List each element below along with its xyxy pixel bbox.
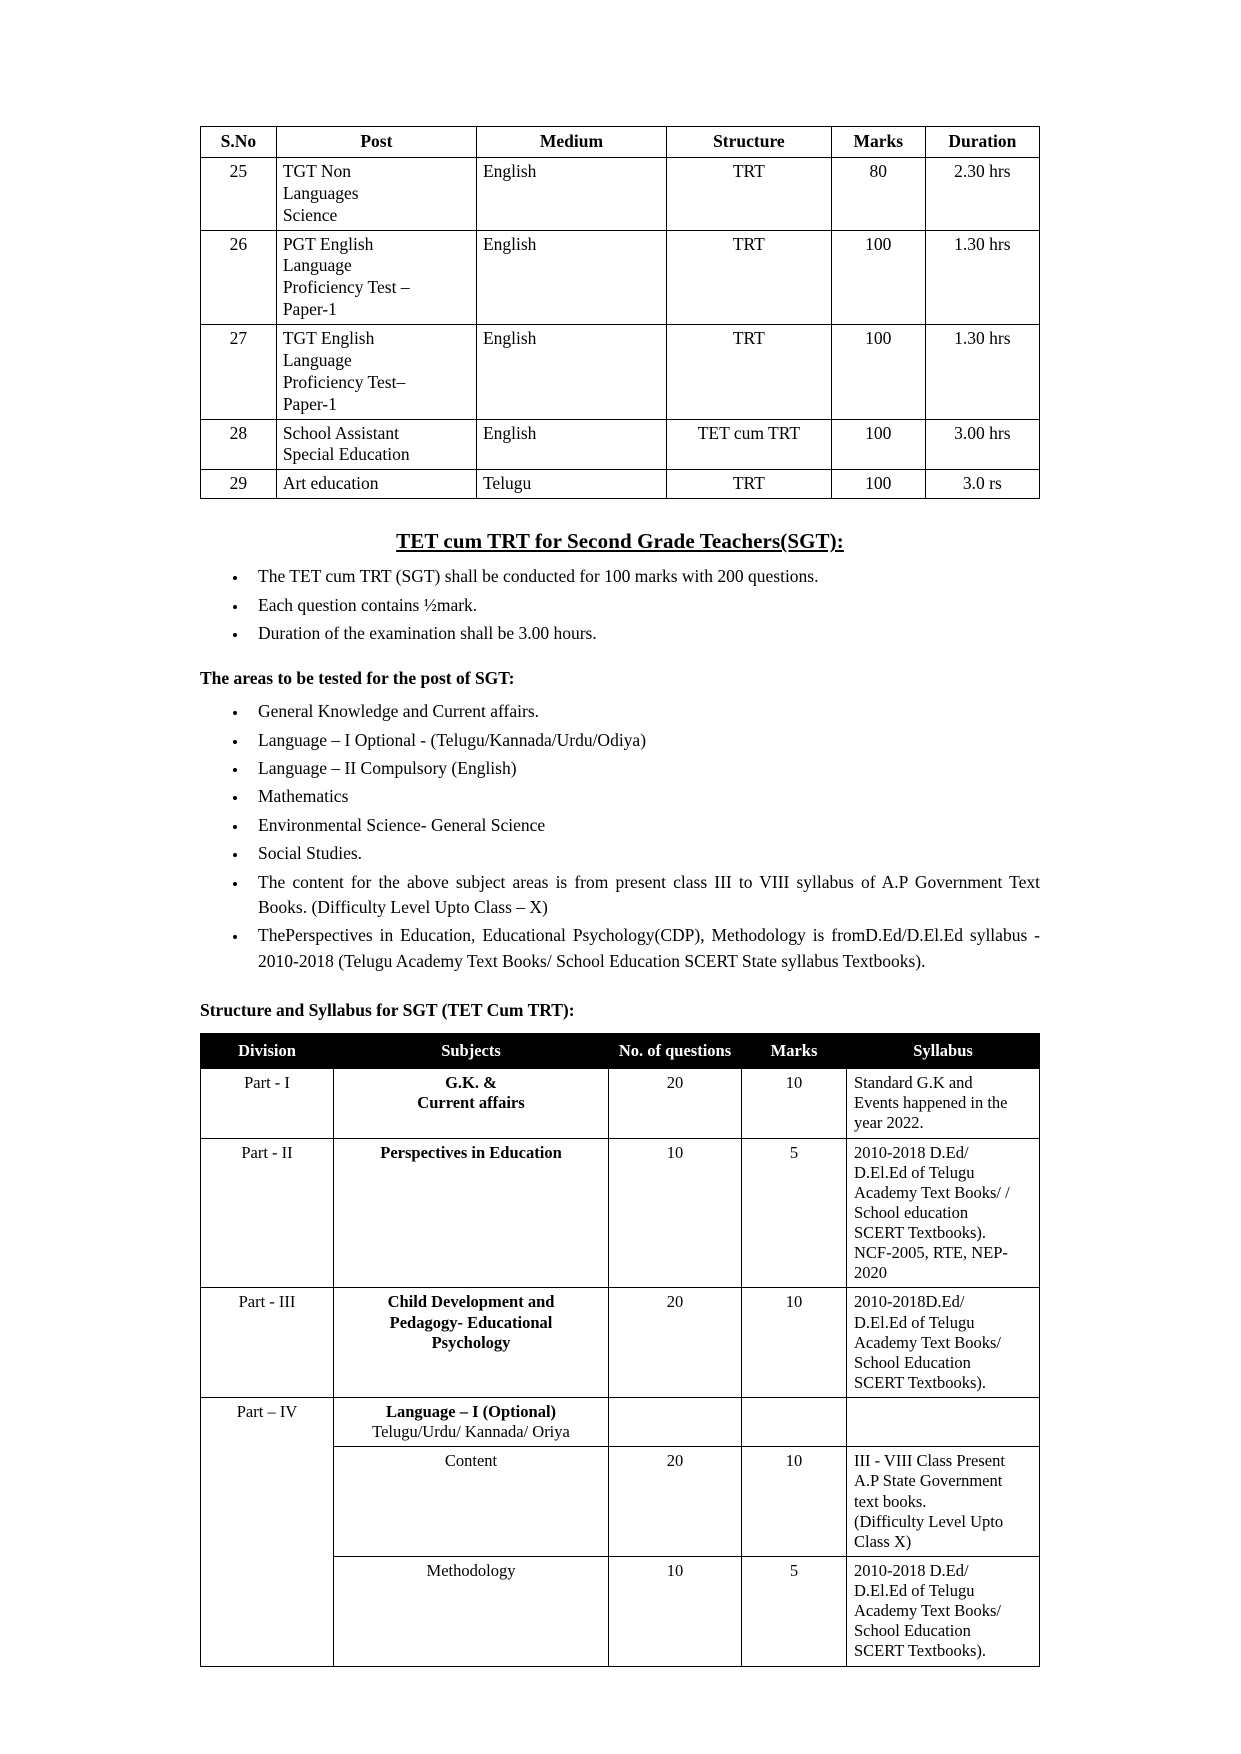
col-marks: Marks xyxy=(742,1034,847,1069)
syllabus-table-body xyxy=(201,1069,1040,1666)
cell-sno: 25 xyxy=(201,157,277,230)
cell-syllabus xyxy=(847,1398,1040,1447)
table-header-row xyxy=(201,127,1040,158)
cell-structure: TET cum TRT xyxy=(666,419,831,470)
cell-duration: 2.30 hrs xyxy=(925,157,1039,230)
cell-sno: 28 xyxy=(201,419,277,470)
cell-structure: TRT xyxy=(666,325,831,420)
cell-subject xyxy=(334,1398,609,1447)
cell-sno: 29 xyxy=(201,470,277,499)
cell-marks: 100 xyxy=(831,419,925,470)
table-row xyxy=(201,1398,1040,1447)
table-header-row xyxy=(201,1034,1040,1069)
post-line: Paper-1 xyxy=(282,393,337,414)
cell-post xyxy=(276,419,476,470)
areas-heading: The areas to be tested for the post of SGT: xyxy=(200,668,515,689)
cell-questions: 20 xyxy=(609,1288,742,1398)
post-line: Proficiency Test– xyxy=(282,371,406,392)
syllabus-line: SCERT Textbooks). xyxy=(854,1223,987,1242)
cell-questions xyxy=(609,1398,742,1447)
syllabus-line: Academy Text Books/ xyxy=(854,1332,1002,1352)
cell-marks: 5 xyxy=(742,1556,847,1666)
syllabus-line: text books. xyxy=(854,1491,927,1511)
table-row xyxy=(201,325,1040,420)
post-line: Language xyxy=(282,349,352,370)
cell-marks: 10 xyxy=(742,1447,847,1557)
col-medium: Medium xyxy=(476,127,666,158)
post-line: School Assistant xyxy=(282,422,400,443)
subject-subline: Telugu/Urdu/ Kannada/ Oriya xyxy=(372,1422,570,1442)
cell-medium: English xyxy=(476,325,666,420)
col-structure: Structure xyxy=(666,127,831,158)
post-line: Languages xyxy=(282,182,359,203)
syllabus-line: Class X) xyxy=(854,1531,912,1551)
cell-medium: English xyxy=(476,419,666,470)
cell-medium: Telugu xyxy=(476,470,666,499)
page-title: TET cum TRT for Second Grade Teachers(SGT): xyxy=(396,529,844,554)
subject-line: Language – I (Optional) xyxy=(385,1402,557,1421)
list-item: • General Knowledge and Current affairs. xyxy=(248,699,1040,724)
list-item: • The content for the above subject areas is from present class III to VIII syllabus of A.P Government Text Books. (Difficulty Level Upto Class – X) xyxy=(248,870,1040,921)
syllabus-line: 2010-2018 D.Ed/ xyxy=(854,1560,969,1580)
post-line: Paper-1 xyxy=(282,299,337,320)
cell-duration: 3.0 rs xyxy=(925,470,1039,499)
col-subjects: Subjects xyxy=(334,1034,609,1069)
syllabus-line: Events happened in the xyxy=(854,1093,1008,1113)
cell-subject xyxy=(334,1288,609,1398)
post-line: PGT English xyxy=(282,233,374,254)
syllabus-line: NCF-2005, RTE, NEP- xyxy=(854,1243,1008,1263)
subject-line: Methodology xyxy=(426,1560,516,1580)
subject-line: Child Development and xyxy=(387,1292,555,1312)
cell-subject xyxy=(334,1556,609,1666)
syllabus-line: Academy Text Books/ / xyxy=(854,1182,1010,1202)
cell-medium: English xyxy=(476,230,666,325)
syllabus-line: School Education xyxy=(854,1621,971,1641)
syllabus-line: III - VIII Class Present xyxy=(854,1451,1005,1471)
cell-medium: English xyxy=(476,157,666,230)
post-structure-table xyxy=(200,126,1040,499)
list-item: • Social Studies. xyxy=(248,841,1040,866)
cell-subject xyxy=(334,1069,609,1138)
post-table-header xyxy=(201,127,1040,158)
syllabus-line: D.El.Ed of Telugu xyxy=(854,1162,975,1182)
cell-post xyxy=(276,230,476,325)
list-item: • Duration of the examination shall be 3.00 hours. xyxy=(248,621,1040,646)
syllabus-structure-table xyxy=(200,1033,1040,1667)
col-marks: Marks xyxy=(831,127,925,158)
cell-syllabus xyxy=(847,1447,1040,1557)
cell-marks: 80 xyxy=(831,157,925,230)
col-duration: Duration xyxy=(925,127,1039,158)
cell-syllabus xyxy=(847,1288,1040,1398)
syllabus-line: 2010-2018D.Ed/ xyxy=(854,1292,965,1312)
cell-marks: 100 xyxy=(831,325,925,420)
subject-line: G.K. & xyxy=(445,1073,497,1093)
col-division: Division xyxy=(201,1034,334,1069)
cell-structure: TRT xyxy=(666,470,831,499)
cell-marks: 10 xyxy=(742,1288,847,1398)
subject-line: Current affairs xyxy=(417,1093,525,1113)
intro-bullet-list xyxy=(200,564,1040,646)
post-line: Proficiency Test – xyxy=(282,277,410,298)
syllabus-line: year 2022. xyxy=(854,1113,924,1133)
page-content xyxy=(200,126,1040,1667)
syllabus-line: SCERT Textbooks). xyxy=(854,1372,987,1392)
table-row xyxy=(201,230,1040,325)
syllabus-line: School Education xyxy=(854,1352,971,1372)
cell-syllabus xyxy=(847,1069,1040,1138)
post-table-body xyxy=(201,157,1040,498)
cell-marks: 10 xyxy=(742,1069,847,1138)
post-line: Science xyxy=(282,204,338,225)
cell-marks: 100 xyxy=(831,230,925,325)
table-row xyxy=(201,157,1040,230)
subject-line: Content xyxy=(444,1451,498,1471)
areas-bullet-list xyxy=(200,699,1040,974)
cell-division: Part - II xyxy=(201,1138,334,1288)
list-item: • Language – II Compulsory (English) xyxy=(248,756,1040,781)
syllabus-line: A.P State Government xyxy=(854,1471,1003,1491)
table-row xyxy=(201,470,1040,499)
table-row xyxy=(201,419,1040,470)
syllabus-line: 2020 xyxy=(854,1263,887,1283)
cell-sno: 27 xyxy=(201,325,277,420)
cell-questions: 10 xyxy=(609,1556,742,1666)
cell-post: Art education xyxy=(276,470,476,499)
list-item: • Each question contains ½mark. xyxy=(248,593,1040,618)
cell-syllabus xyxy=(847,1138,1040,1288)
cell-subject xyxy=(334,1447,609,1557)
subject-line: Pedagogy- Educational xyxy=(389,1312,553,1332)
cell-division: Part – IV xyxy=(201,1398,334,1667)
list-item: • ThePerspectives in Education, Educational Psychology(CDP), Methodology is fromD.Ed/D.El.Ed syllabus - 2010-2018 (Telugu Academy Text Books/ School Education SCERT State syllabus Textbooks). xyxy=(248,923,1040,974)
list-item: • Mathematics xyxy=(248,784,1040,809)
cell-duration: 1.30 hrs xyxy=(925,325,1039,420)
list-item: • Language – I Optional - (Telugu/Kannada/Urdu/Odiya) xyxy=(248,728,1040,753)
cell-structure: TRT xyxy=(666,230,831,325)
col-syllabus: Syllabus xyxy=(847,1034,1040,1069)
cell-questions: 20 xyxy=(609,1069,742,1138)
cell-sno: 26 xyxy=(201,230,277,325)
col-sno: S.No xyxy=(201,127,277,158)
cell-marks xyxy=(742,1398,847,1447)
post-line: TGT English xyxy=(282,328,375,348)
cell-duration: 3.00 hrs xyxy=(925,419,1039,470)
post-line: Special Education xyxy=(282,444,410,465)
syllabus-line: School education xyxy=(854,1202,969,1222)
subject-line: Perspectives in Education xyxy=(380,1142,562,1162)
table-row xyxy=(201,1288,1040,1398)
cell-questions: 10 xyxy=(609,1138,742,1288)
syllabus-line: Academy Text Books/ xyxy=(854,1601,1002,1621)
syllabus-table-header xyxy=(201,1034,1040,1069)
table-row xyxy=(201,1069,1040,1138)
syllabus-line: SCERT Textbooks). xyxy=(854,1641,987,1661)
syllabus-line: Standard G.K and xyxy=(854,1073,973,1093)
cell-questions: 20 xyxy=(609,1447,742,1557)
cell-division: Part - III xyxy=(201,1288,334,1398)
syllabus-line: (Difficulty Level Upto xyxy=(854,1511,1004,1531)
post-line: TGT Non xyxy=(282,160,352,181)
cell-post xyxy=(276,157,476,230)
syllabus-line: D.El.Ed of Telugu xyxy=(854,1581,975,1600)
cell-syllabus xyxy=(847,1556,1040,1666)
col-no-of-questions: No. of questions xyxy=(609,1034,742,1069)
list-item: • Environmental Science- General Science xyxy=(248,813,1040,838)
cell-post xyxy=(276,325,476,420)
subject-line: Psychology xyxy=(431,1332,511,1352)
table-row xyxy=(201,1138,1040,1288)
cell-subject xyxy=(334,1138,609,1288)
syllabus-line: 2010-2018 D.Ed/ xyxy=(854,1142,969,1162)
cell-marks: 5 xyxy=(742,1138,847,1288)
cell-division: Part - I xyxy=(201,1069,334,1138)
cell-marks: 100 xyxy=(831,470,925,499)
col-post: Post xyxy=(276,127,476,158)
structure-heading: Structure and Syllabus for SGT (TET Cum TRT): xyxy=(200,1000,575,1020)
cell-duration: 1.30 hrs xyxy=(925,230,1039,325)
list-item: • The TET cum TRT (SGT) shall be conducted for 100 marks with 200 questions. xyxy=(248,564,1040,589)
syllabus-line: D.El.Ed of Telugu xyxy=(854,1312,975,1332)
cell-structure: TRT xyxy=(666,157,831,230)
post-line: Language xyxy=(282,255,352,276)
